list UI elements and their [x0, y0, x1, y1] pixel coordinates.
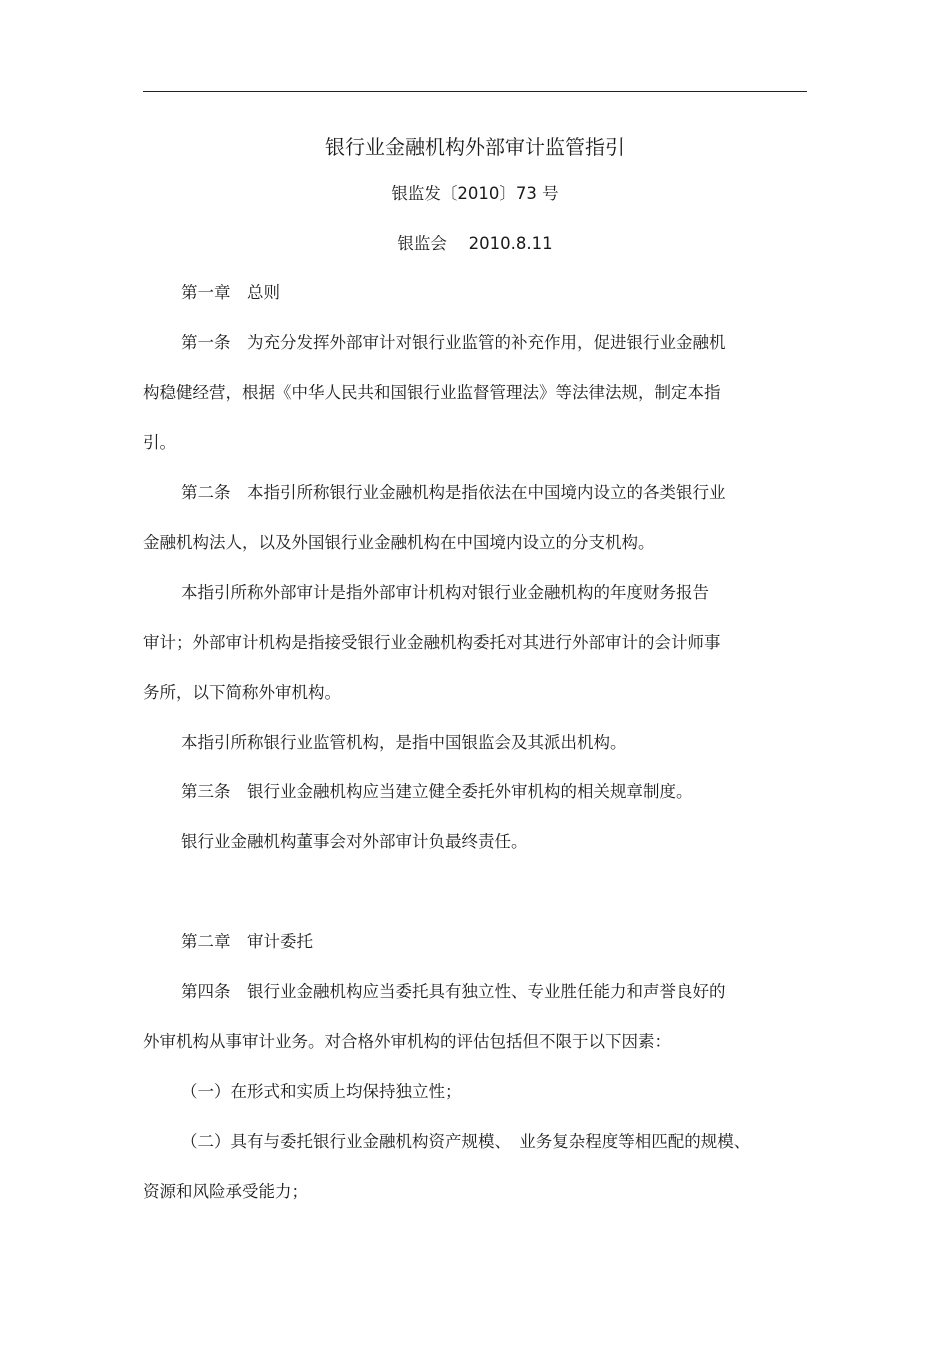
paragraph-line: 第二条 本指引所称银行业金融机构是指依法在中国境内设立的各类银行业	[181, 483, 726, 502]
list-item-line: （一）在形式和实质上均保持独立性；	[181, 1082, 462, 1101]
paragraph-line: 本指引所称外部审计是指外部审计机构对银行业金融机构的年度财务报告	[181, 583, 709, 602]
paragraph-line: 审计；外部审计机构是指接受银行业金融机构委托对其进行外部审计的会计师事	[143, 633, 721, 652]
paragraph-line: 外审机构从事审计业务。对合格外审机构的评估包括但不限于以下因素：	[143, 1032, 671, 1051]
document-number: 银监发〔2010〕73 号	[391, 184, 559, 203]
header-rule	[143, 91, 807, 92]
list-item-line: 资源和风险承受能力；	[143, 1182, 308, 1201]
issuer-date: 银监会 2010.8.11	[397, 234, 553, 253]
paragraph-line: 构稳健经营，根据《中华人民共和国银行业监督管理法》等法律法规，制定本指	[143, 383, 721, 402]
paragraph-line: 金融机构法人，以及外国银行业金融机构在中国境内设立的分支机构。	[143, 533, 655, 552]
paragraph-line: 务所，以下简称外审机构。	[143, 683, 341, 702]
document-title: 银行业金融机构外部审计监管指引	[325, 135, 625, 159]
paragraph-line: 第一条 为充分发挥外部审计对银行业监管的补充作用，促进银行业金融机	[181, 333, 726, 352]
paragraph-line: 第四条 银行业金融机构应当委托具有独立性、专业胜任能力和声誉良好的	[181, 982, 726, 1001]
list-item-line: （二）具有与委托银行业金融机构资产规模、 业务复杂程度等相匹配的规模、	[181, 1132, 751, 1151]
paragraph-line: 本指引所称银行业监管机构，是指中国银监会及其派出机构。	[181, 733, 627, 752]
paragraph-line: 第三条 银行业金融机构应当建立健全委托外审机构的相关规章制度。	[181, 782, 693, 801]
paragraph-line: 引。	[143, 433, 176, 452]
chapter-heading: 第二章 审计委托	[181, 932, 313, 951]
chapter-heading: 第一章 总则	[181, 283, 280, 302]
paragraph-line: 银行业金融机构董事会对外部审计负最终责任。	[181, 832, 528, 851]
